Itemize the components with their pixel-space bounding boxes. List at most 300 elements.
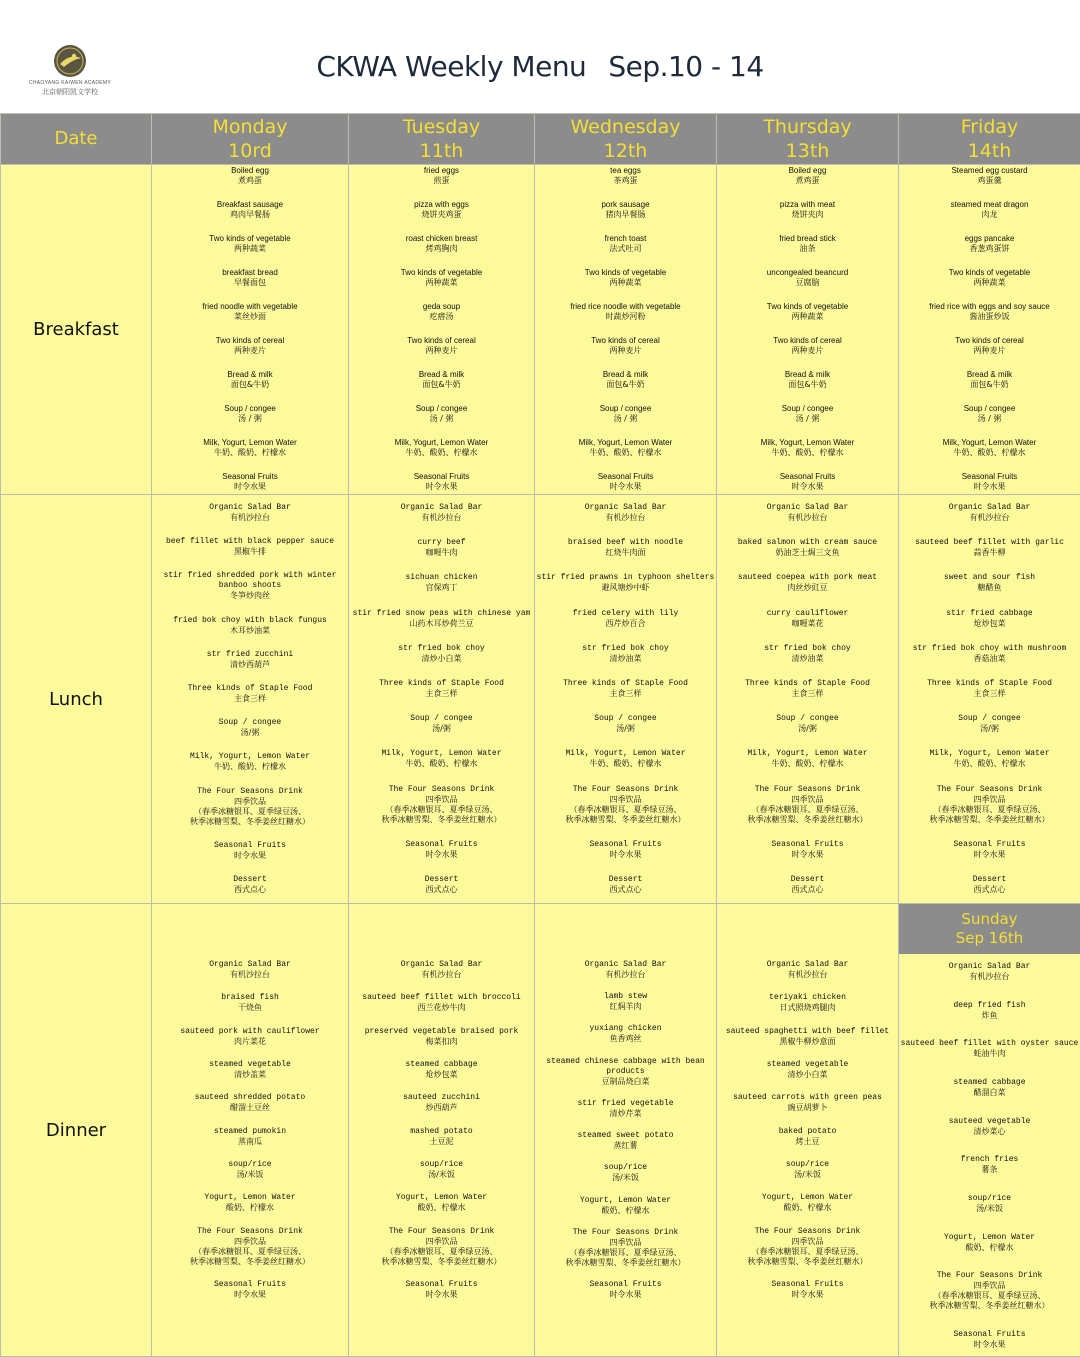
menu-item — [349, 1227, 534, 1267]
menu-item — [349, 1280, 534, 1300]
dish-name-cn: 时令水果 — [535, 1290, 716, 1300]
dish-name-cn: 有机沙拉台 — [152, 970, 348, 980]
menu-item — [717, 749, 898, 769]
menu-item — [717, 370, 898, 390]
dish-name-en: Dessert — [535, 875, 716, 885]
dish-name-cn: 四季饮品 — [349, 1237, 534, 1247]
menu-item — [899, 538, 1080, 558]
dish-name-cn: 土豆泥 — [349, 1137, 534, 1147]
dish-name-cn: 面包&牛奶 — [717, 380, 898, 390]
menu-item — [717, 1027, 898, 1047]
dish-name-cn: 早餐面包 — [152, 278, 348, 288]
dish-name-cn: 面包&牛奶 — [535, 380, 716, 390]
dish-name-cn: 汤/米饭 — [535, 1173, 716, 1183]
dish-name-en: Breakfast sausage — [152, 200, 348, 210]
dish-name-cn: 汤 / 粥 — [717, 414, 898, 424]
dish-name-cn: 猪肉早餐肠 — [535, 210, 716, 220]
menu-title: CKWA Weekly Menu — [316, 50, 586, 83]
dish-name-en: Two kinds of vegetable — [535, 268, 716, 278]
menu-item — [152, 787, 348, 827]
menu-item — [535, 840, 716, 860]
dish-name-cn: 煮鸡蛋 — [152, 176, 348, 186]
dish-name-cn: 奶油芝士焗三文鱼 — [717, 548, 898, 558]
dish-name-en: sauteed carrots with green peas — [717, 1093, 898, 1103]
dish-name-cn: 有机沙拉台 — [717, 970, 898, 980]
dish-name-cn: 牛奶、酸奶、柠檬水 — [152, 762, 348, 772]
dish-name-en: Seasonal Fruits — [535, 1280, 716, 1290]
dish-name-en: Yogurt, Lemon Water — [535, 1196, 716, 1206]
dinner-thursday — [717, 904, 899, 1357]
menu-item — [535, 438, 716, 458]
menu-item — [717, 166, 898, 186]
menu-item — [535, 714, 716, 734]
dinner-monday — [152, 904, 349, 1357]
dish-name-en: yuxiang chicken — [535, 1024, 716, 1034]
dish-name-en: preserved vegetable braised pork — [349, 1027, 534, 1037]
date-column-header: Date — [1, 114, 152, 165]
dish-name-en: fried rice noodle with vegetable — [535, 302, 716, 312]
menu-item — [899, 1233, 1080, 1253]
dish-name-en: str fried bok choy — [535, 644, 716, 654]
dish-name-cn: 牛奶、酸奶、柠檬水 — [899, 759, 1080, 769]
menu-item — [349, 840, 534, 860]
dish-name-en: pork sausage — [535, 200, 716, 210]
dish-name-en: str fried bok choy — [717, 644, 898, 654]
dish-name-cn: 清炒芹菜 — [535, 1109, 716, 1119]
dish-name-en: Soup / congee — [152, 404, 348, 414]
menu-item — [152, 616, 348, 636]
menu-item — [152, 571, 348, 601]
dish-name-cn: （春季冰糖银耳、夏季绿豆汤、 — [152, 807, 348, 817]
dish-name-en: Dessert — [899, 875, 1080, 885]
dish-name-cn: 清炒油菜 — [535, 654, 716, 664]
dish-name-cn: 汤/粥 — [152, 728, 348, 738]
dish-name-cn: 香葱鸡蛋饼 — [899, 244, 1080, 254]
menu-item — [899, 1330, 1080, 1350]
dish-name-en: Seasonal Fruits — [349, 472, 534, 482]
dish-name-en: sauteed pork with cauliflower — [152, 1027, 348, 1037]
dish-name-en: Two kinds of vegetable — [899, 268, 1080, 278]
dish-name-cn: 炝炒包菜 — [899, 619, 1080, 629]
menu-item — [717, 472, 898, 492]
dish-name-en: mashed potato — [349, 1127, 534, 1137]
lunch-thursday — [717, 495, 899, 904]
dish-name-cn: 冬笋炒肉丝 — [152, 591, 348, 601]
dinner-sunday — [899, 904, 1080, 1357]
dish-name-en: Milk, Yogurt, Lemon Water — [717, 749, 898, 759]
menu-item — [349, 404, 534, 424]
dish-name-cn: 蚝油牛肉 — [899, 1049, 1080, 1059]
menu-item — [152, 841, 348, 861]
dish-name-en: Boiled egg — [717, 166, 898, 176]
meal-label-lunch: Lunch — [1, 495, 152, 904]
dish-name-cn: （春季冰糖银耳、夏季绿豆汤、 — [535, 1248, 716, 1258]
dish-name-en: deep fried fish — [899, 1001, 1080, 1011]
dish-name-cn: 炝炒包菜 — [349, 1070, 534, 1080]
menu-item — [899, 234, 1080, 254]
dish-name-en: Seasonal Fruits — [152, 1280, 348, 1290]
menu-item — [717, 993, 898, 1013]
dish-name-cn: 西式点心 — [899, 885, 1080, 895]
menu-item — [349, 785, 534, 825]
dish-name-cn: 主食三样 — [152, 694, 348, 704]
menu-item — [152, 1280, 348, 1300]
menu-item — [535, 404, 716, 424]
menu-item — [899, 336, 1080, 356]
menu-item — [349, 370, 534, 390]
menu-item — [899, 840, 1080, 860]
dish-name-cn: 糖醋鱼 — [899, 583, 1080, 593]
menu-item — [535, 1228, 716, 1268]
dish-name-cn: 时令水果 — [152, 851, 348, 861]
menu-item — [152, 752, 348, 772]
dish-name-cn: 酸奶、柠檬水 — [152, 1203, 348, 1213]
menu-item — [349, 714, 534, 734]
menu-item — [717, 644, 898, 664]
dish-name-en: french fries — [899, 1155, 1080, 1165]
dish-name-cn: （春季冰糖银耳、夏季绿豆汤、 — [349, 805, 534, 815]
menu-item — [535, 573, 716, 593]
day-date: 10rd — [152, 139, 348, 163]
dish-name-cn: 酸奶、柠檬水 — [899, 1243, 1080, 1253]
dish-name-cn: 油条 — [717, 244, 898, 254]
menu-item — [899, 1039, 1080, 1059]
dish-name-cn: 蒸南瓜 — [152, 1137, 348, 1147]
dish-name-en: fried celery with lily — [535, 609, 716, 619]
meal-label-breakfast: Breakfast — [1, 165, 152, 495]
dish-name-cn: 四季饮品 — [717, 1237, 898, 1247]
dish-name-cn: 清炒西葫芦 — [152, 660, 348, 670]
dish-name-cn: 炸鱼 — [899, 1011, 1080, 1021]
dish-name-en: steamed cabbage — [349, 1060, 534, 1070]
dish-name-en: Two kinds of cereal — [349, 336, 534, 346]
menu-item — [717, 234, 898, 254]
day-date: 12th — [535, 139, 716, 163]
dish-name-cn: 时令水果 — [899, 1340, 1080, 1350]
dish-name-cn: 菜丝炒面 — [152, 312, 348, 322]
menu-item — [899, 785, 1080, 825]
dinner-wednesday — [535, 904, 717, 1357]
dish-name-en: Bread & milk — [717, 370, 898, 380]
dish-name-cn: 时令水果 — [349, 850, 534, 860]
dish-name-cn: 两种麦片 — [535, 346, 716, 356]
menu-item — [899, 714, 1080, 734]
menu-item — [535, 992, 716, 1012]
dish-name-en: roast chicken breast — [349, 234, 534, 244]
dish-name-en: Organic Salad Bar — [899, 962, 1080, 972]
dish-name-en: Three kinds of Staple Food — [899, 679, 1080, 689]
menu-item — [717, 609, 898, 629]
menu-item — [535, 960, 716, 980]
dish-name-en: Organic Salad Bar — [152, 960, 348, 970]
dish-name-en: Milk, Yogurt, Lemon Water — [899, 438, 1080, 448]
dish-name-en: Organic Salad Bar — [152, 503, 348, 513]
menu-item — [152, 200, 348, 220]
dish-name-en: Yogurt, Lemon Water — [899, 1233, 1080, 1243]
menu-item — [899, 644, 1080, 664]
menu-item — [535, 302, 716, 322]
dish-name-en: Seasonal Fruits — [152, 841, 348, 851]
dish-name-en: Dessert — [717, 875, 898, 885]
menu-item — [717, 1127, 898, 1147]
dish-name-cn: 时蔬炒河粉 — [535, 312, 716, 322]
dish-name-cn: 汤 / 粥 — [349, 414, 534, 424]
dish-name-en: Seasonal Fruits — [899, 1330, 1080, 1340]
menu-item — [349, 573, 534, 593]
menu-item — [717, 438, 898, 458]
lunch-wednesday — [535, 495, 717, 904]
menu-item — [152, 1027, 348, 1047]
day-name: Tuesday — [349, 115, 534, 139]
dish-name-cn: 有机沙拉台 — [349, 513, 534, 523]
menu-item — [152, 650, 348, 670]
menu-item — [349, 234, 534, 254]
dish-name-en: Two kinds of vegetable — [349, 268, 534, 278]
dish-name-cn: 肉丝炒豇豆 — [717, 583, 898, 593]
dish-name-en: Milk, Yogurt, Lemon Water — [152, 438, 348, 448]
dish-name-cn: 秋季冰糖雪梨、冬季姜丝红糖水） — [535, 1258, 716, 1268]
dish-name-cn: 主食三样 — [717, 689, 898, 699]
sunday-header — [899, 904, 1080, 954]
dish-name-en: braised fish — [152, 993, 348, 1003]
page-title — [0, 50, 1080, 83]
dish-name-en: Three kinds of Staple Food — [717, 679, 898, 689]
dish-name-en: steamed chinese cabbage with bean products — [535, 1057, 716, 1077]
dish-name-cn: 有机沙拉台 — [899, 972, 1080, 982]
dish-name-cn: 汤/米饭 — [349, 1170, 534, 1180]
day-header-friday — [899, 114, 1080, 165]
dish-name-en: eggs pancake — [899, 234, 1080, 244]
dish-name-cn: 汤/粥 — [535, 724, 716, 734]
dish-name-en: fried bread stick — [717, 234, 898, 244]
dish-name-cn: 炒西葫芦 — [349, 1103, 534, 1113]
dish-name-cn: （春季冰糖银耳、夏季绿豆汤、 — [899, 805, 1080, 815]
dish-name-cn: 秋季冰糖雪梨、冬季姜丝红糖水） — [349, 815, 534, 825]
dish-name-cn: 山药木耳炒荷兰豆 — [349, 619, 534, 629]
menu-item — [899, 268, 1080, 288]
dish-name-cn: 蒸红薯 — [535, 1141, 716, 1151]
dish-name-en: sauteed vegetable — [899, 1117, 1080, 1127]
menu-item — [899, 1117, 1080, 1137]
menu-item — [899, 573, 1080, 593]
dish-name-cn: 西式点心 — [349, 885, 534, 895]
dish-name-en: Milk, Yogurt, Lemon Water — [717, 438, 898, 448]
dish-name-en: sweet and sour fish — [899, 573, 1080, 583]
dish-name-cn: 两种麦片 — [717, 346, 898, 356]
dish-name-en: Two kinds of vegetable — [717, 302, 898, 312]
dish-name-cn: 肉龙 — [899, 210, 1080, 220]
dish-name-cn: 汤 / 粥 — [535, 414, 716, 424]
dish-name-cn: 煎蛋 — [349, 176, 534, 186]
menu-item — [899, 875, 1080, 895]
breakfast-friday — [899, 165, 1080, 495]
dish-name-cn: 四季饮品 — [899, 1281, 1080, 1291]
dish-name-en: sauteed beef fillet with broccoli — [349, 993, 534, 1003]
menu-item — [349, 268, 534, 288]
dish-name-cn: 汤/米饭 — [899, 1204, 1080, 1214]
dish-name-cn: 牛奶、酸奶、柠檬水 — [717, 448, 898, 458]
dish-name-cn: 鸡蛋羹 — [899, 176, 1080, 186]
menu-item — [899, 1271, 1080, 1311]
dish-name-en: The Four Seasons Drink — [717, 1227, 898, 1237]
dish-name-en: The Four Seasons Drink — [152, 1227, 348, 1237]
dish-name-cn: 时令水果 — [349, 1290, 534, 1300]
dish-name-en: Yogurt, Lemon Water — [717, 1193, 898, 1203]
logo-chinese-text: 北京朝阳凯文学校 — [28, 87, 112, 97]
dish-name-en: sauteed shredded potato — [152, 1093, 348, 1103]
dish-name-cn: 红烧牛肉面 — [535, 548, 716, 558]
dish-name-cn: 醋溜白菜 — [899, 1088, 1080, 1098]
dish-name-en: Three kinds of Staple Food — [152, 684, 348, 694]
menu-item — [899, 1194, 1080, 1214]
dish-name-cn: 牛奶、酸奶、柠檬水 — [349, 759, 534, 769]
dish-name-en: Seasonal Fruits — [717, 840, 898, 850]
dish-name-en: Seasonal Fruits — [717, 1280, 898, 1290]
dish-name-en: Seasonal Fruits — [717, 472, 898, 482]
dish-name-en: steamed pumokin — [152, 1127, 348, 1137]
sunday-name: Sunday — [899, 910, 1080, 929]
dish-name-en: stir fried prawns in typhoon shelters — [535, 573, 716, 583]
menu-item — [535, 609, 716, 629]
menu-item — [152, 537, 348, 557]
menu-item — [717, 1093, 898, 1113]
dish-name-cn: 有机沙拉台 — [152, 513, 348, 523]
dish-name-en: sauteed beef fillet with oyster sauce — [899, 1039, 1080, 1049]
dish-name-cn: 秋季冰糖雪梨、冬季姜丝红糖水） — [152, 817, 348, 827]
breakfast-wednesday — [535, 165, 717, 495]
dish-name-en: fried noodle with vegetable — [152, 302, 348, 312]
menu-item — [899, 1001, 1080, 1021]
day-header-thursday — [717, 114, 899, 165]
menu-item — [349, 1060, 534, 1080]
dish-name-cn: 有机沙拉台 — [535, 970, 716, 980]
dish-name-cn: 四季饮品 — [152, 1237, 348, 1247]
dish-name-en: Seasonal Fruits — [152, 472, 348, 482]
menu-item — [152, 1060, 348, 1080]
day-name: Wednesday — [535, 115, 716, 139]
dish-name-cn: 法式吐司 — [535, 244, 716, 254]
menu-item — [899, 438, 1080, 458]
dish-name-cn: 时令水果 — [717, 1290, 898, 1300]
menu-item — [717, 1160, 898, 1180]
menu-item — [349, 438, 534, 458]
menu-item — [717, 1193, 898, 1213]
menu-item — [535, 234, 716, 254]
dish-name-en: curry beef — [349, 538, 534, 548]
menu-item — [899, 200, 1080, 220]
dish-name-en: Milk, Yogurt, Lemon Water — [349, 749, 534, 759]
dish-name-en: Organic Salad Bar — [535, 960, 716, 970]
dish-name-cn: 有机沙拉台 — [717, 513, 898, 523]
dish-name-en: soup/rice — [535, 1163, 716, 1173]
dish-name-cn: 清炒小白菜 — [349, 654, 534, 664]
dish-name-cn: 木耳炒油菜 — [152, 626, 348, 636]
dish-name-en: The Four Seasons Drink — [152, 787, 348, 797]
menu-item — [535, 538, 716, 558]
dish-name-cn: 西式点心 — [535, 885, 716, 895]
dish-name-en: str fried zucchini — [152, 650, 348, 660]
dish-name-cn: 有机沙拉台 — [535, 513, 716, 523]
dish-name-cn: 蒜香牛柳 — [899, 548, 1080, 558]
dish-name-en: uncongealed beancurd — [717, 268, 898, 278]
menu-item — [152, 1160, 348, 1180]
dish-name-cn: （春季冰糖银耳、夏季绿豆汤、 — [349, 1247, 534, 1257]
dish-name-cn: 有机沙拉台 — [349, 970, 534, 980]
page-header — [0, 0, 1080, 113]
dish-name-cn: 宫保鸡丁 — [349, 583, 534, 593]
dish-name-en: fried eggs — [349, 166, 534, 176]
menu-item — [717, 875, 898, 895]
dish-name-en: baked potato — [717, 1127, 898, 1137]
dish-name-en: The Four Seasons Drink — [349, 785, 534, 795]
dish-name-cn: 四季饮品 — [535, 795, 716, 805]
dish-name-en: soup/rice — [717, 1160, 898, 1170]
dish-name-en: steamed vegetable — [717, 1060, 898, 1070]
dinner-tuesday — [349, 904, 535, 1357]
day-date: 13th — [717, 139, 898, 163]
day-header-wednesday — [535, 114, 717, 165]
dish-name-en: The Four Seasons Drink — [535, 1228, 716, 1238]
dish-name-en: The Four Seasons Drink — [349, 1227, 534, 1237]
dish-name-cn: 清炒菜心 — [899, 1127, 1080, 1137]
dish-name-en: Three kinds of Staple Food — [535, 679, 716, 689]
dish-name-en: steamed sweet potato — [535, 1131, 716, 1141]
dish-name-cn: 避风塘炒中虾 — [535, 583, 716, 593]
menu-item — [717, 200, 898, 220]
weekly-menu-table — [0, 113, 1080, 1357]
dish-name-en: Soup / congee — [152, 718, 348, 728]
dish-name-en: Seasonal Fruits — [349, 840, 534, 850]
menu-item — [349, 749, 534, 769]
dish-name-cn: 酱油蛋炒饭 — [899, 312, 1080, 322]
dish-name-cn: 咖喱牛肉 — [349, 548, 534, 558]
day-date: 14th — [899, 139, 1080, 163]
dish-name-en: sauteed beef fillet with garlic — [899, 538, 1080, 548]
dish-name-en: Organic Salad Bar — [349, 503, 534, 513]
dish-name-cn: 烤鸡胸肉 — [349, 244, 534, 254]
menu-item — [152, 302, 348, 322]
dish-name-en: Bread & milk — [535, 370, 716, 380]
dish-name-en: french toast — [535, 234, 716, 244]
dish-name-en: str fried bok choy with mushroom — [899, 644, 1080, 654]
dish-name-cn: 时令水果 — [717, 482, 898, 492]
dish-name-cn: 时令水果 — [717, 850, 898, 860]
dish-name-en: sauteed spaghetti with beef fillet — [717, 1027, 898, 1037]
dish-name-en: breakfast bread — [152, 268, 348, 278]
menu-item — [152, 336, 348, 356]
dish-name-en: soup/rice — [349, 1160, 534, 1170]
menu-item — [535, 472, 716, 492]
menu-item — [152, 875, 348, 895]
menu-item — [152, 503, 348, 523]
dish-name-cn: 汤/粥 — [349, 724, 534, 734]
day-name: Monday — [152, 115, 348, 139]
menu-item — [535, 1280, 716, 1300]
dish-name-en: teriyaki chicken — [717, 993, 898, 1003]
dish-name-cn: 两种蔬菜 — [535, 278, 716, 288]
menu-item — [717, 538, 898, 558]
dish-name-cn: 豆腐脑 — [717, 278, 898, 288]
dish-name-en: Yogurt, Lemon Water — [152, 1193, 348, 1203]
menu-item — [152, 960, 348, 980]
menu-item — [349, 503, 534, 523]
dish-name-cn: 干烧鱼 — [152, 1003, 348, 1013]
menu-item — [717, 503, 898, 523]
dish-name-cn: 醋溜土豆丝 — [152, 1103, 348, 1113]
dish-name-cn: 酸奶、柠檬水 — [349, 1203, 534, 1213]
dish-name-en: Three kinds of Staple Food — [349, 679, 534, 689]
menu-item — [349, 166, 534, 186]
